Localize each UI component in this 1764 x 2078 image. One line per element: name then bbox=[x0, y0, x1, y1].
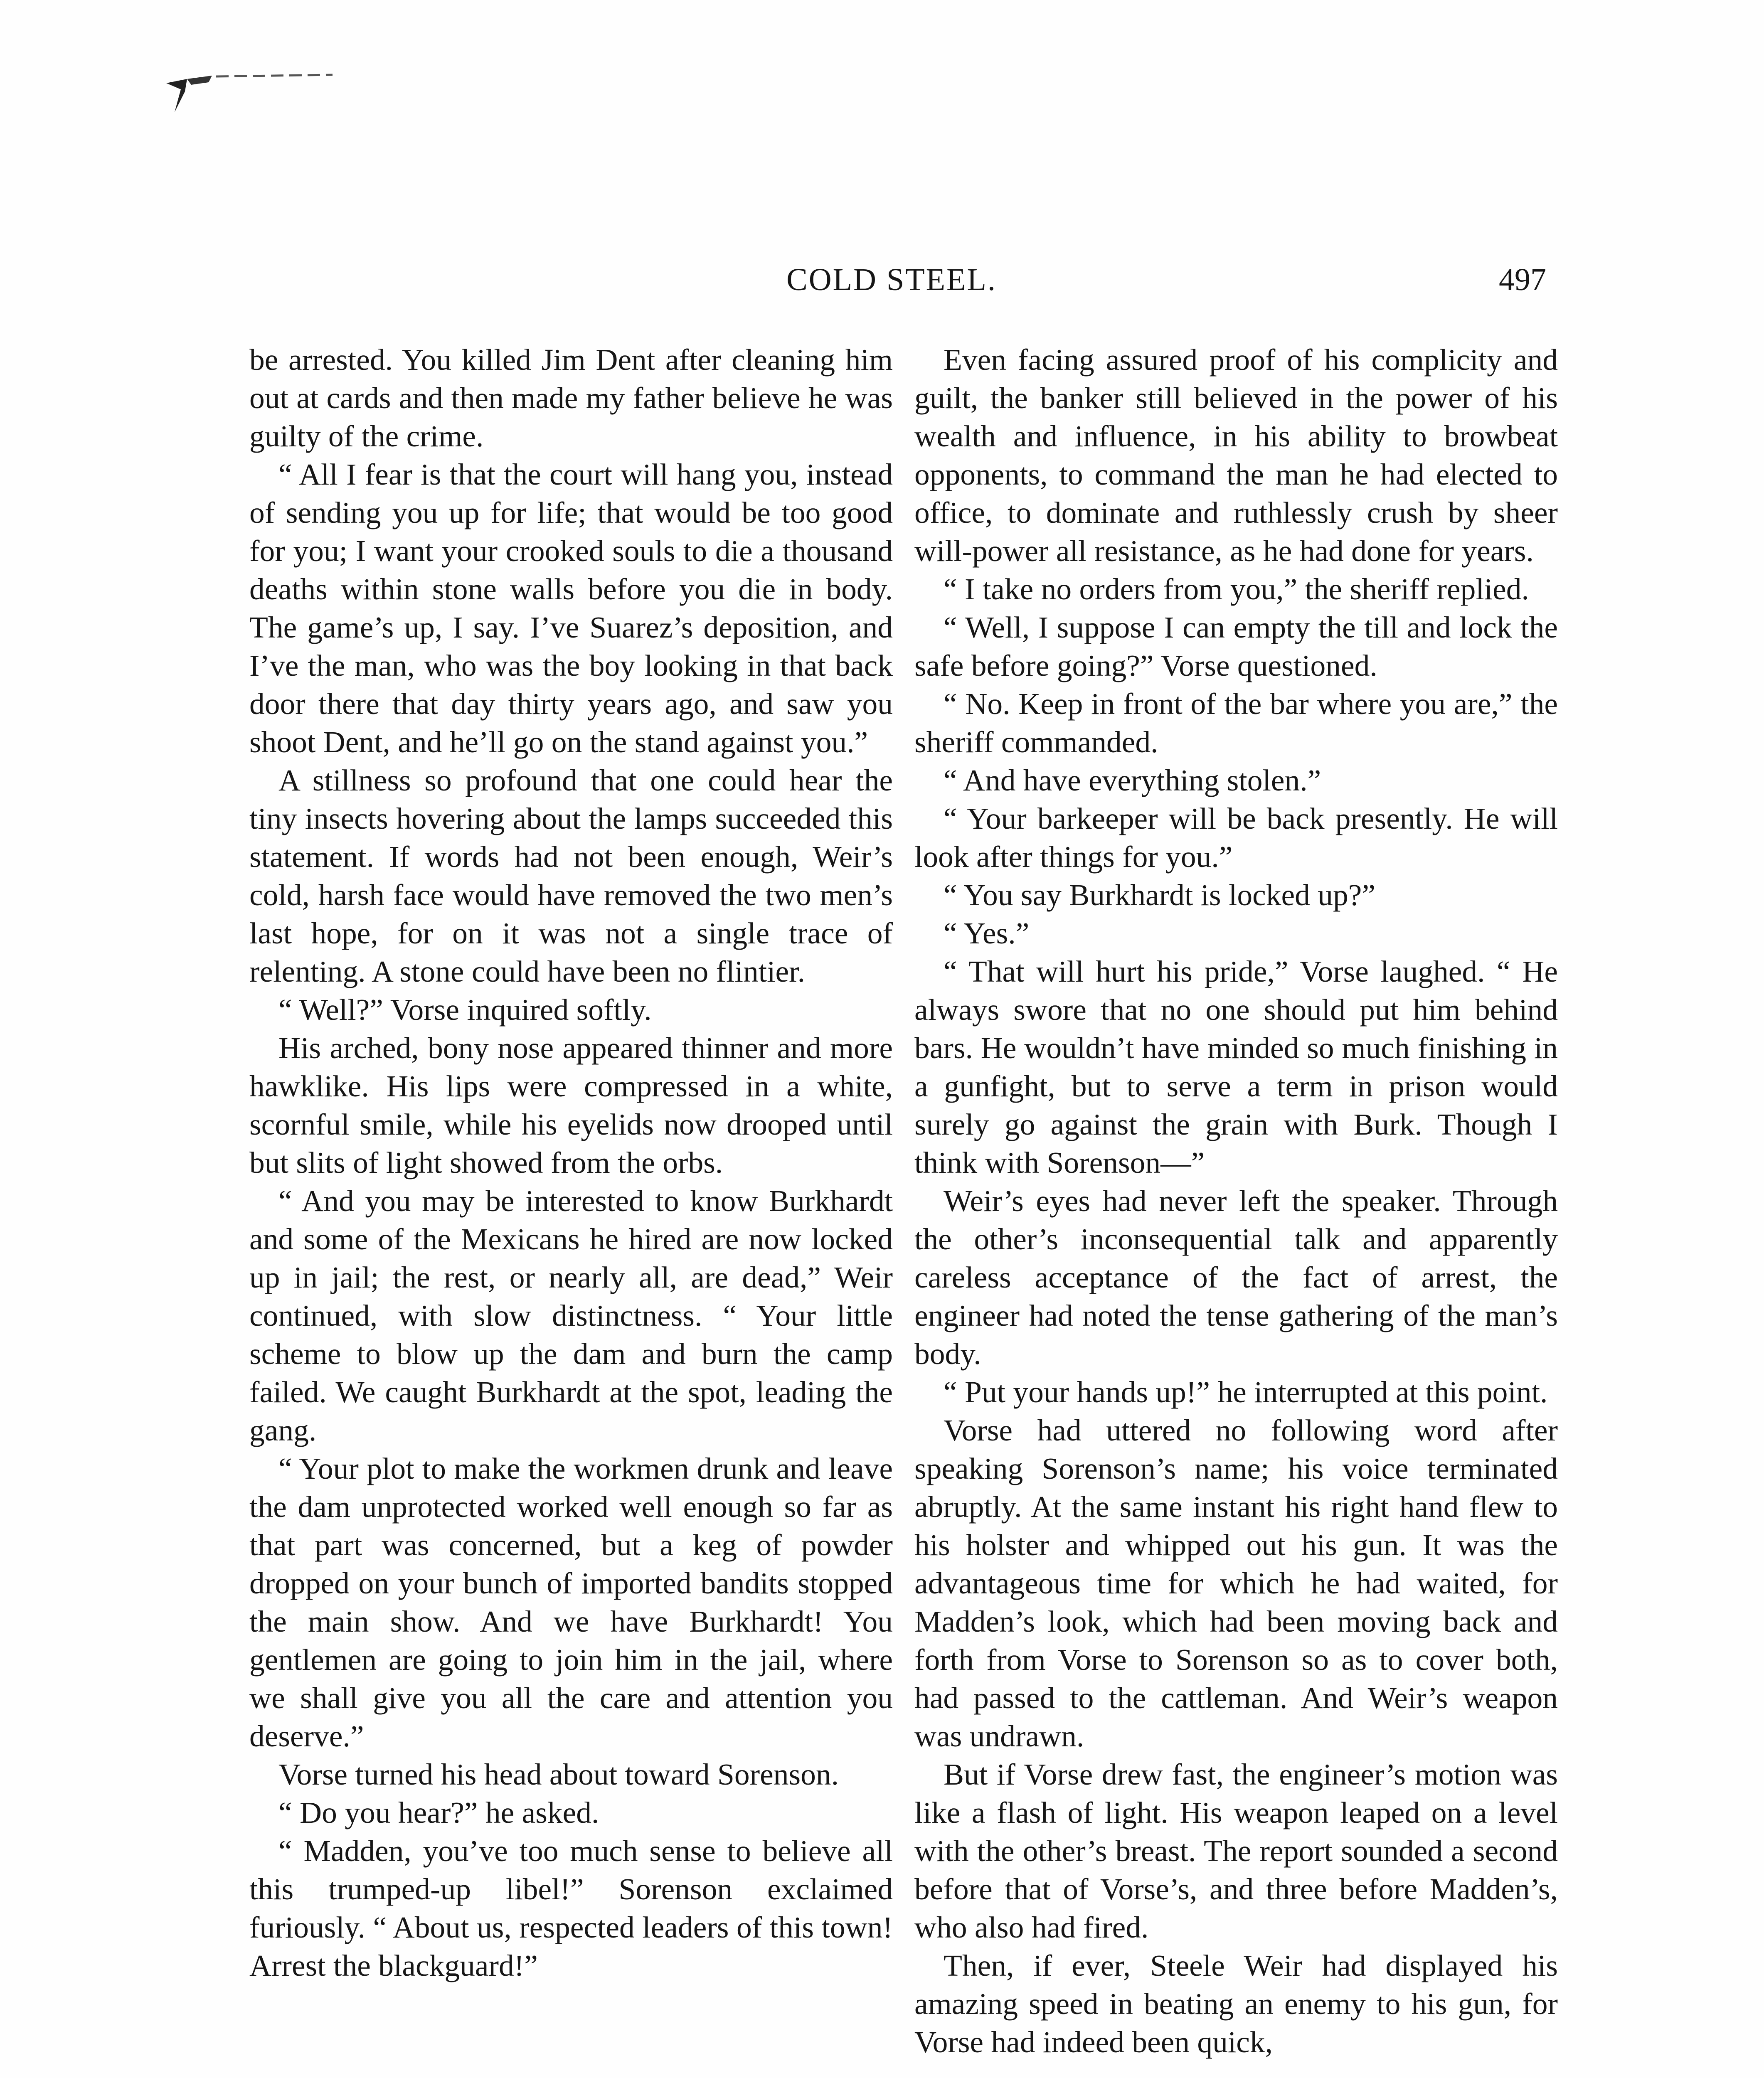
paragraph: “ You say Burkhardt is locked up?” bbox=[944, 878, 1376, 912]
paragraph: “ Well?” Vorse inquired softly. bbox=[278, 993, 652, 1027]
paragraph: “ Your barkeeper will be back presently. He will look after things for you.” bbox=[914, 802, 1558, 874]
paragraph: “ And have everything stolen.” bbox=[944, 763, 1321, 797]
paragraph: Even facing assured proof of his complicity and guilt, the banker still believed in the power of his wealth and influence, in his ability to browbeat opponents, to command the man he had elected to office, to dominate and ruthlessly crush by sheer will-power all resistance, as he had done for years. bbox=[914, 343, 1558, 568]
page-number: 497 bbox=[1499, 262, 1546, 297]
paragraph: “ All I fear is that the court will hang you, instead of sending you up for life; that would be too good for you; I want your crooked souls to die a thousand deaths within stone walls before you die in body. The game’s up, I say. I’ve Suarez’s deposition, and I’ve the man, who was the boy looking in that back door there that day thirty years ago, and saw you shoot Dent, and he’ll go on the stand against you.” bbox=[249, 458, 893, 759]
running-title: COLD STEEL. bbox=[786, 262, 997, 297]
paragraph: “ Yes.” bbox=[944, 916, 1030, 950]
paragraph: “ And you may be interested to know Burkhardt and some of the Mexicans he hired are now locked up in jail; the rest, or nearly all, are dead,” Weir continued, with slow distinctness. “ Your little scheme to blow up the dam and burn the camp failed. We caught Burkhardt at the spot, leading the gang. bbox=[249, 1184, 893, 1447]
paragraph: His arched, bony nose appeared thinner and more hawklike. His lips were compressed in a white, scornful smile, while his eyelids now drooped until but slits of light showed from the orbs. bbox=[249, 1031, 893, 1179]
paragraph: But if Vorse drew fast, the engineer’s motion was like a flash of light. His weapon leaped on a level with the other’s breast. The report sounded a second before that of Vorse’s, and three before Madden’s, who also had fired. bbox=[914, 1758, 1558, 1944]
paragraph: “ No. Keep in front of the bar where you are,” the sheriff commanded. bbox=[914, 687, 1558, 759]
paragraph: “ Well, I suppose I can empty the till and lock the safe before going?” Vorse questioned. bbox=[914, 611, 1558, 682]
paragraph: “ Put your hands up!” he interrupted at this point. bbox=[944, 1375, 1548, 1409]
paragraph: be arrested. You killed Jim Dent after cleaning him out at cards and then made my father believe he was guilty of the crime. bbox=[249, 343, 893, 453]
paragraph: Then, if ever, Steele Weir had displayed his amazing speed in beating an enemy to his gun, for Vorse had indeed been quick, bbox=[914, 1949, 1558, 2059]
paragraph: “ Your plot to make the workmen drunk and leave the dam unprotected worked well enough so far as that part was concerned, but a keg of powder dropped on your bunch of imported bandits stopped the main show. And we have Burkhardt! You gentlemen are going to join him in the jail, where we shall give you all the care and attention you deserve.” bbox=[249, 1452, 893, 1753]
paragraph: “ Do you hear?” he asked. bbox=[278, 1796, 599, 1829]
paragraph: Weir’s eyes had never left the speaker. Through the other’s inconsequential talk and apparently careless acceptance of the fact of arrest, the engineer had noted the tense gathering of the man’s body. bbox=[914, 1184, 1558, 1371]
paragraph: Vorse had uttered no following word after speaking Sorenson’s name; his voice terminated abruptly. At the same instant his right hand flew to his holster and whipped out his gun. It was the advantageous time for which he had waited, for Madden’s look, which had been moving back and forth from Vorse to Sorenson so as to cover both, had passed to the cattleman. And Weir’s weapon was undrawn. bbox=[914, 1413, 1558, 1753]
paragraph: “ That will hurt his pride,” Vorse laughed. “ He always swore that no one should put him behind bars. He wouldn’t have minded so much finishing in a gunfight, but to serve a term in prison would surely go against the grain with Burk. Though I think with Sorenson—” bbox=[914, 955, 1558, 1179]
paragraph: A stillness so profound that one could hear the tiny insects hovering about the lamps succeeded this statement. If words had not been enough, Weir’s cold, harsh face would have removed the two men’s last hope, for on it was not a single trace of relenting. A stone could have been no flintier. bbox=[249, 763, 893, 988]
paragraph: “ Madden, you’ve too much sense to believe all this trumped-up libel!” Sorenson exclaimed furiously. “ About us, respected leaders of this town! Arrest the blackguard!” bbox=[249, 1834, 893, 1982]
right-column bbox=[914, 341, 1558, 2061]
paragraph: “ I take no orders from you,” the sheriff replied. bbox=[944, 572, 1529, 606]
left-column bbox=[249, 341, 893, 1985]
scan-artifact-mark bbox=[162, 66, 337, 116]
page-header bbox=[237, 262, 1546, 308]
paragraph: Vorse turned his head about toward Sorenson. bbox=[278, 1758, 839, 1791]
